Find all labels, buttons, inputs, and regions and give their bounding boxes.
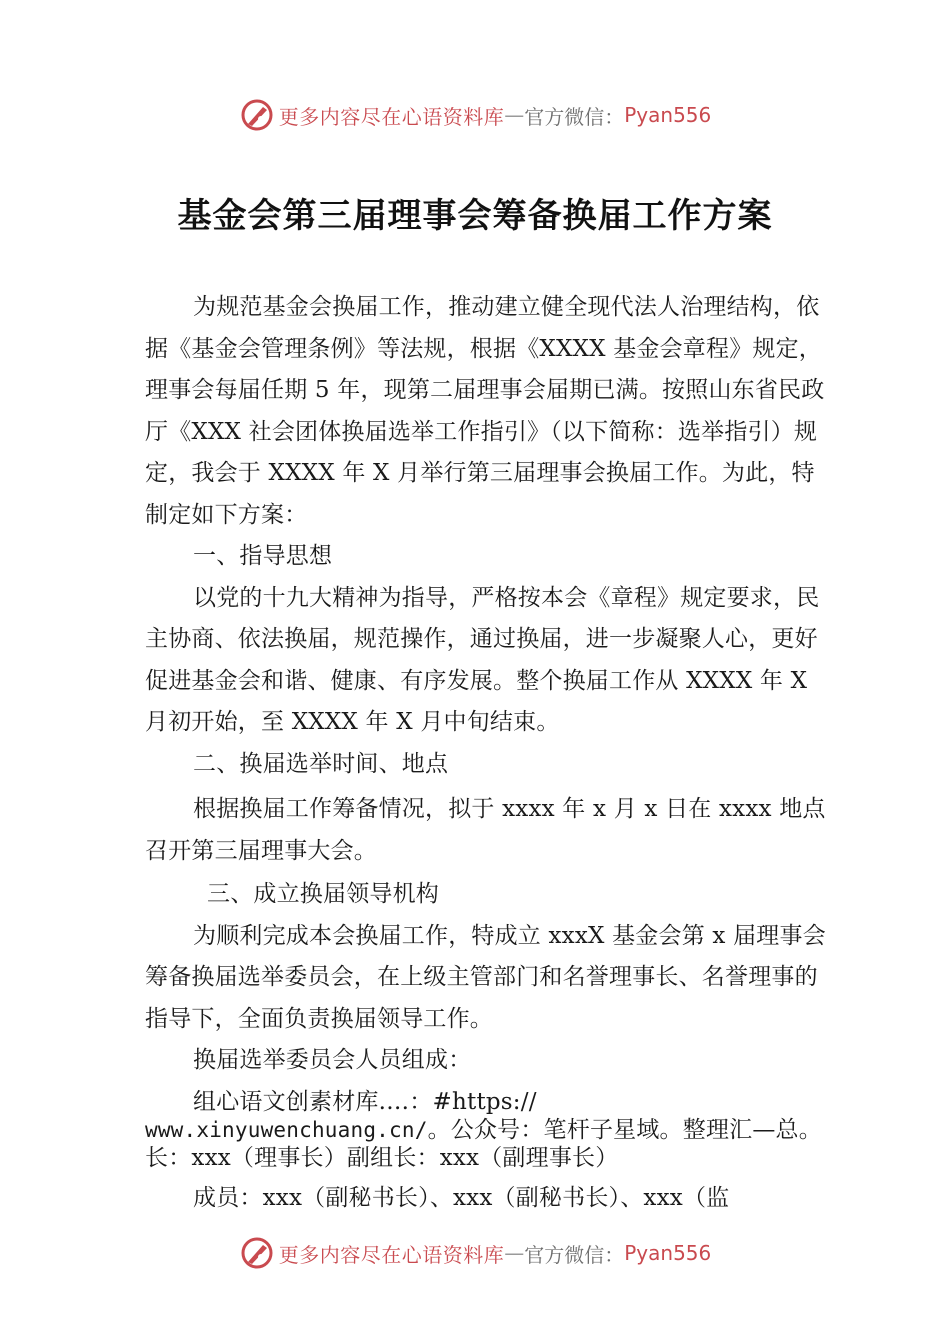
banner-wechat-label: 官方微信： (524, 1242, 625, 1267)
banner-separator: — (504, 1241, 525, 1265)
banner-wechat-label: 官方微信： (524, 104, 625, 129)
pen-logo-icon (239, 97, 275, 133)
header-watermark-banner (0, 95, 950, 135)
paragraph-intro: 为规范基金会换届工作，推动建立健全现代法人治理结构，依据《基金会管理条例》等法规，根据《XXXX 基金会章程》规定，理事会每届任期 5 年，现第二届理事会届期已满。按照山东省民政厅《XXX 社会团体换届选举工作指引》（以下简称：选举指引）规定，我会于 XXXX 年 X 月举行第三届理事会换届工作。为此，特制定如下方案： (145, 294, 825, 528)
banner-wechat-id: Pyan556 (624, 103, 712, 127)
section-heading-1: 一、指导思想 (193, 543, 333, 569)
section-heading-3: 三、成立换届领导机构 (207, 881, 439, 907)
document-body (145, 287, 835, 1219)
document-title: 基金会第三届理事会筹备换届工作方案 (177, 196, 773, 236)
paragraph-time-place: 根据换届工作筹备情况，拟于 xxxx 年 x 月 x 日在 xxxx 地点召开第三届理事大会。 (145, 796, 826, 864)
paragraph-group-leaders (145, 1088, 835, 1172)
banner-text: 更多内容尽在心语资料库 (278, 1242, 505, 1267)
banner-separator: — (504, 103, 525, 127)
section-heading-2: 二、换届选举时间、地点 (193, 750, 449, 777)
watermark-url: www.xinyuwenchuang.cn/ (145, 1117, 428, 1142)
group-leaders-text: 。公众号：笔杆子星域。整理汇—总。长：xxx（理事长）副组长：xxx（副理事长） (145, 1116, 822, 1171)
pen-logo-icon (239, 1235, 275, 1271)
paragraph-members-intro: 换届选举委员会人员组成： (193, 1047, 472, 1073)
paragraph-guiding-thought: 以党的十九大精神为指导，严格按本会《章程》规定要求，民主协商、依法换届，规范操作，通过换届，进一步凝聚人心，更好促进基金会和谐、健康、有序发展。整个换届工作从 XXXX 年 X 月初开始，至 XXXX 年 X 月中旬结束。 (145, 584, 820, 735)
watermark-text: 组心语文创素材库.…：#https:// (193, 1088, 537, 1115)
paragraph-committee: 为顺利完成本会换届工作，特成立 xxxX 基金会第 x 届理事会筹备换届选举委员会，在上级主管部门和名誉理事长、名誉理事的指导下，全面负责换届领导工作。 (145, 922, 826, 1032)
banner-wechat-id: Pyan556 (624, 1241, 712, 1265)
paragraph-members: 成员：xxx（副秘书长）、xxx（副秘书长）、xxx（监 (193, 1184, 730, 1211)
footer-watermark-banner (0, 1233, 950, 1273)
banner-text: 更多内容尽在心语资料库 (278, 104, 505, 129)
